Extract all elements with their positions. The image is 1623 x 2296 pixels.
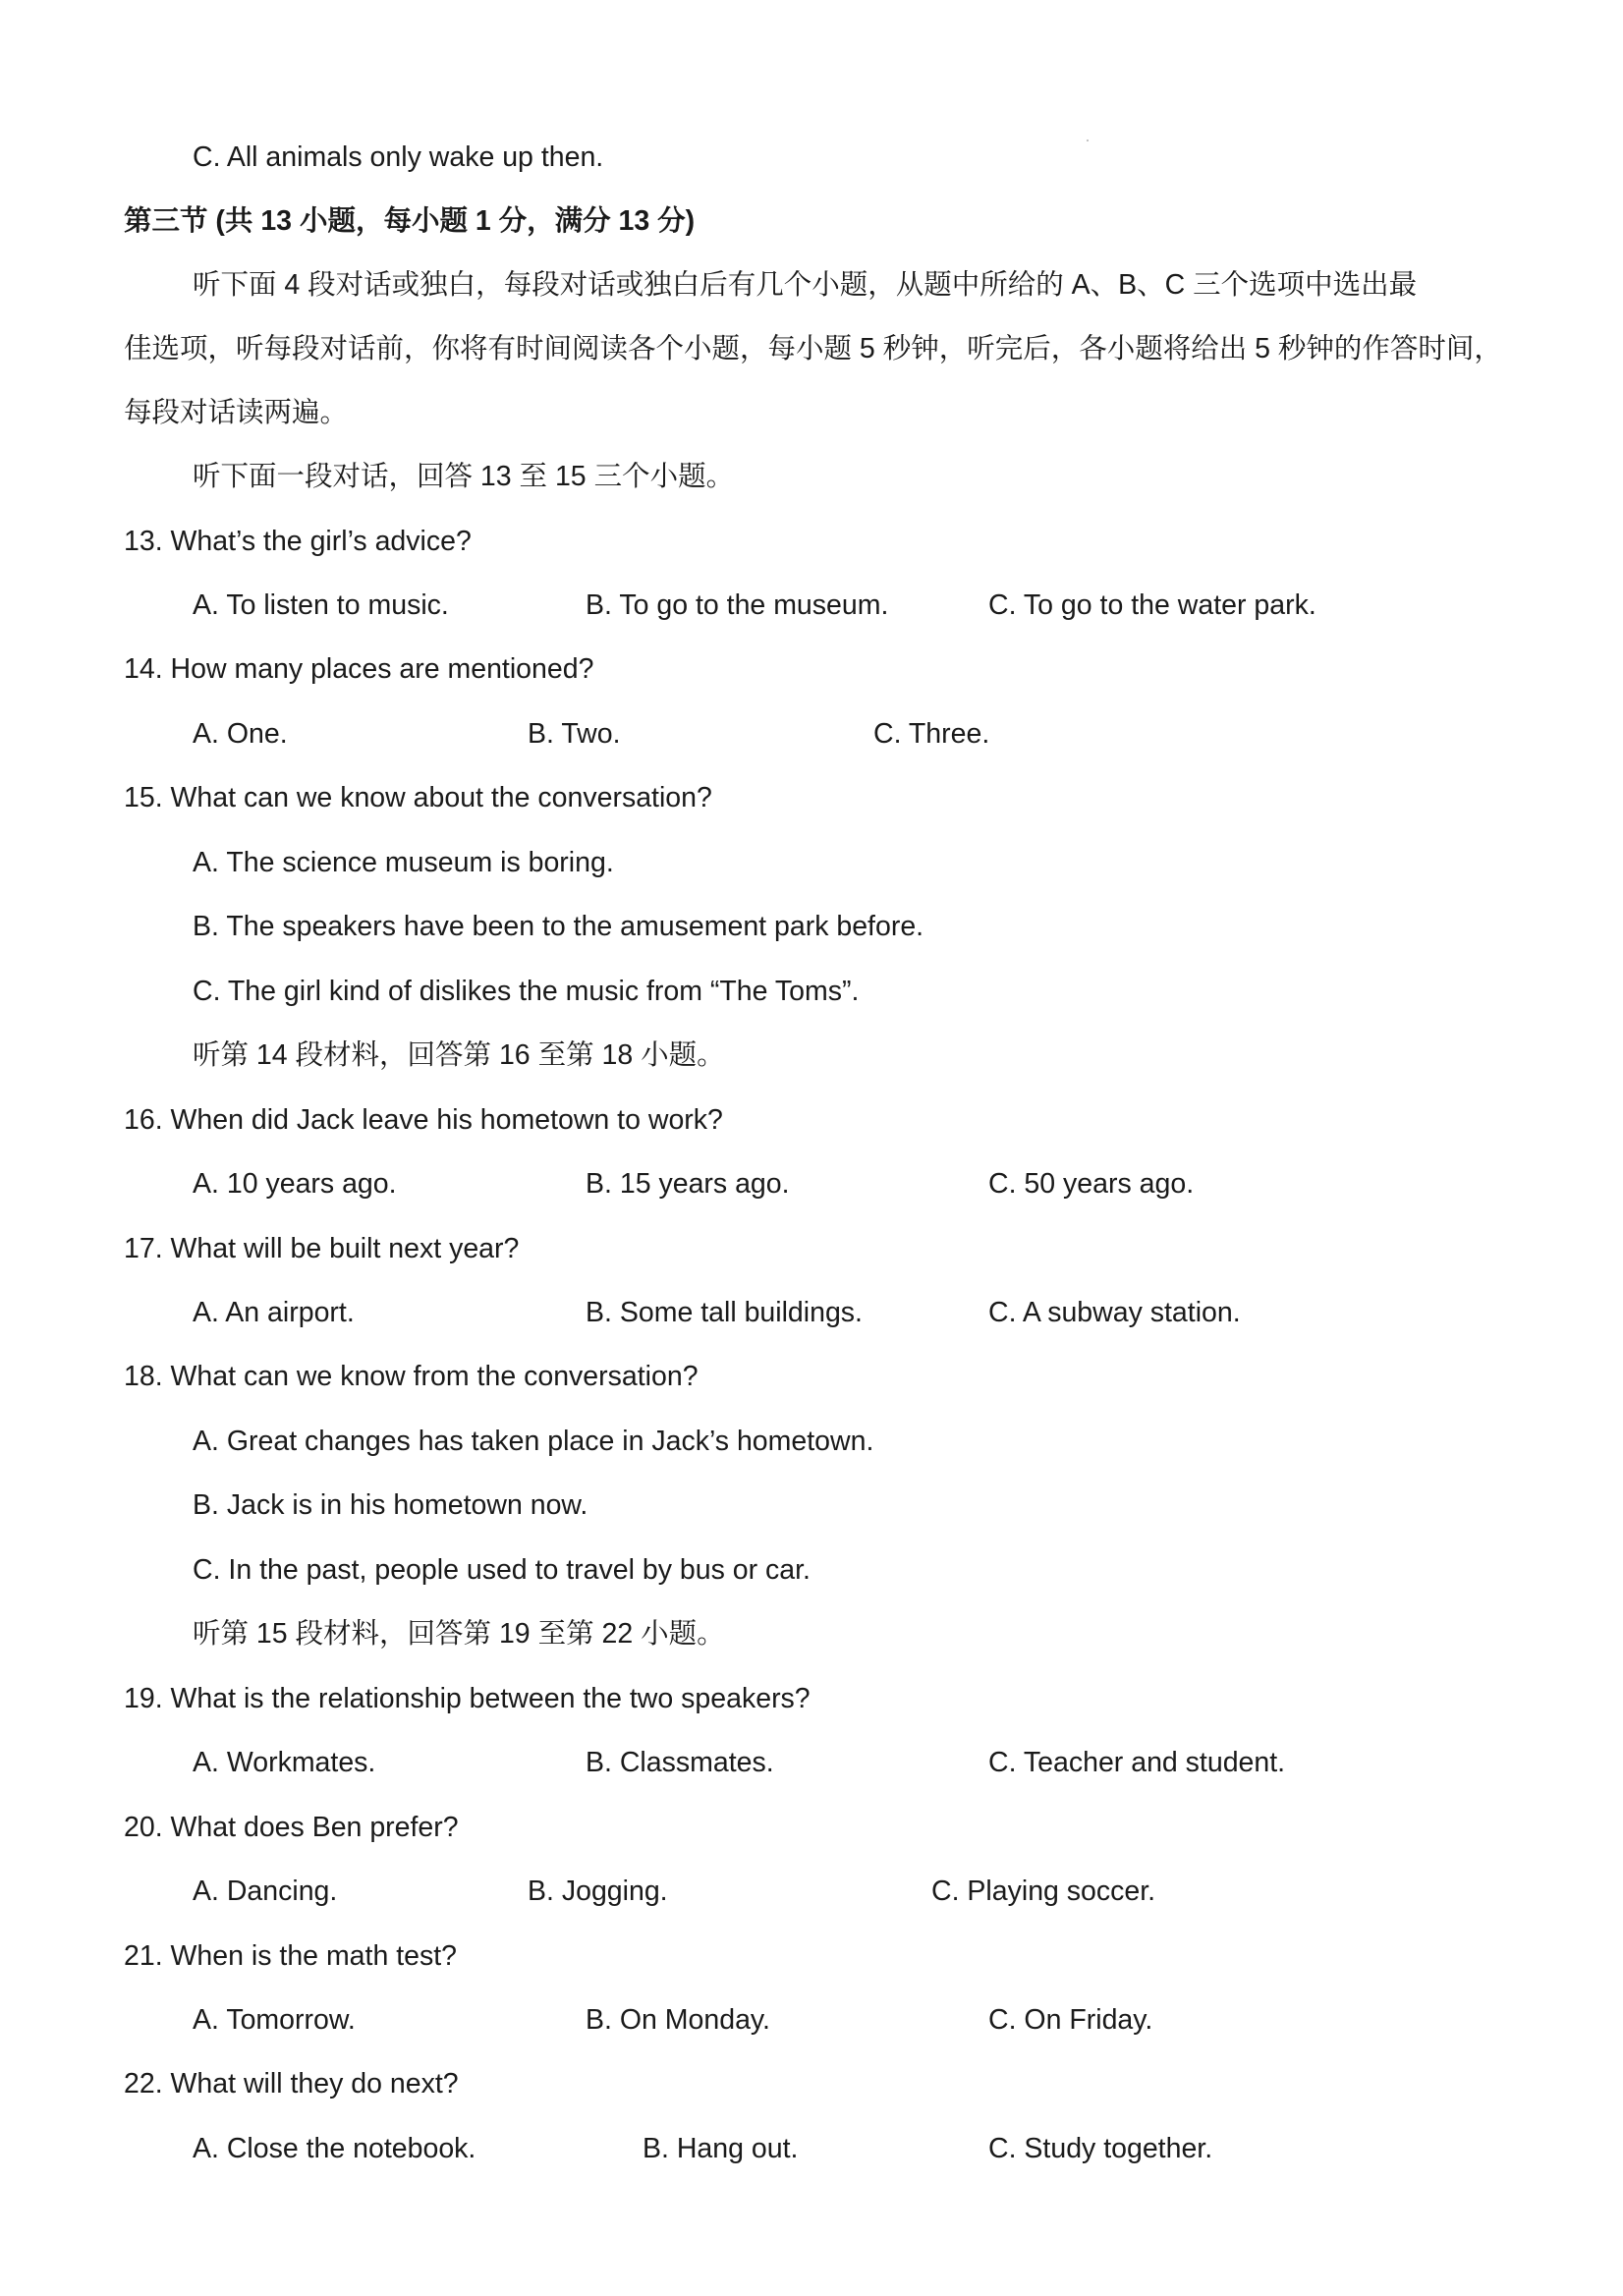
option-21-a: A. Tomorrow. [193, 2004, 356, 2036]
option-14-b: B. Two. [528, 718, 621, 750]
option-19-b: B. Classmates. [586, 1747, 774, 1778]
question-stem-18: 18. What can we know from the conversation? [124, 1361, 699, 1392]
option-13-a: A. To listen to music. [193, 589, 449, 621]
option-13-c: C. To go to the water park. [988, 589, 1316, 621]
option-21-c: C. On Friday. [988, 2004, 1153, 2036]
option-17-a: A. An airport. [193, 1297, 355, 1328]
question-stem-19: 19. What is the relationship between the two speakers? [124, 1683, 811, 1714]
option-22-a: A. Close the notebook. [193, 2133, 476, 2164]
option-20-c: C. Playing soccer. [931, 1876, 1156, 1907]
option-17-b: B. Some tall buildings. [586, 1297, 863, 1328]
question-stem-17: 17. What will be built next year? [124, 1233, 520, 1264]
option-19-a: A. Workmates. [193, 1747, 376, 1778]
option-14-c: C. Three. [873, 718, 990, 750]
group-intro: 听第 15 段材料，回答第 19 至第 22 小题。 [193, 1618, 725, 1650]
section-title: 第三节 (共 13 小题，每小题 1 分，满分 13 分) [124, 205, 696, 237]
option-18-b: B. Jack is in his hometown now. [193, 1489, 588, 1521]
option-22-b: B. Hang out. [643, 2133, 799, 2164]
option-17-c: C. A subway station. [988, 1297, 1241, 1328]
option-15-c: C. The girl kind of dislikes the music from “The Toms”. [193, 976, 860, 1007]
option-13-b: B. To go to the museum. [586, 589, 889, 621]
question-stem-13: 13. What’s the girl’s advice? [124, 526, 472, 557]
option-21-b: B. On Monday. [586, 2004, 770, 2036]
option-15-a: A. The science museum is boring. [193, 847, 614, 878]
question-stem-16: 16. When did Jack leave his hometown to work? [124, 1104, 723, 1136]
question-stem-21: 21. When is the math test? [124, 1940, 458, 1972]
group-intro: 听第 14 段材料，回答第 16 至第 18 小题。 [193, 1039, 725, 1071]
question-stem-14: 14. How many places are mentioned? [124, 653, 594, 685]
option-16-c: C. 50 years ago. [988, 1168, 1195, 1200]
option-18-a: A. Great changes has taken place in Jack’s hometown. [193, 1426, 874, 1457]
option-19-c: C. Teacher and student. [988, 1747, 1286, 1778]
instruction-line-1: 听下面 4 段对话或独白，每段对话或独白后有几个小题，从题中所给的 A、B、C 三个选项中选出最 [193, 269, 1418, 301]
scan-speck [1087, 140, 1089, 141]
group-intro: 听下面一段对话，回答 13 至 15 三个小题。 [193, 461, 735, 492]
instruction-line-3: 每段对话读两遍。 [124, 397, 349, 428]
instruction-line-2: 佳选项，听每段对话前，你将有时间阅读各个小题，每小题 5 秒钟，听完后，各小题将给出 5 秒钟的作答时间， [124, 333, 1502, 364]
option-22-c: C. Study together. [988, 2133, 1213, 2164]
option-15-b: B. The speakers have been to the amusement park before. [193, 911, 924, 942]
question-stem-22: 22. What will they do next? [124, 2068, 459, 2100]
option-14-a: A. One. [193, 718, 288, 750]
option-16-b: B. 15 years ago. [586, 1168, 790, 1200]
option-18-c: C. In the past, people used to travel by bus or car. [193, 1554, 811, 1586]
option-20-b: B. Jogging. [528, 1876, 668, 1907]
option-16-a: A. 10 years ago. [193, 1168, 397, 1200]
question-stem-20: 20. What does Ben prefer? [124, 1812, 459, 1843]
option-20-a: A. Dancing. [193, 1876, 338, 1907]
question-stem-15: 15. What can we know about the conversation? [124, 782, 712, 813]
prev-option-c: C. All animals only wake up then. [193, 141, 604, 173]
